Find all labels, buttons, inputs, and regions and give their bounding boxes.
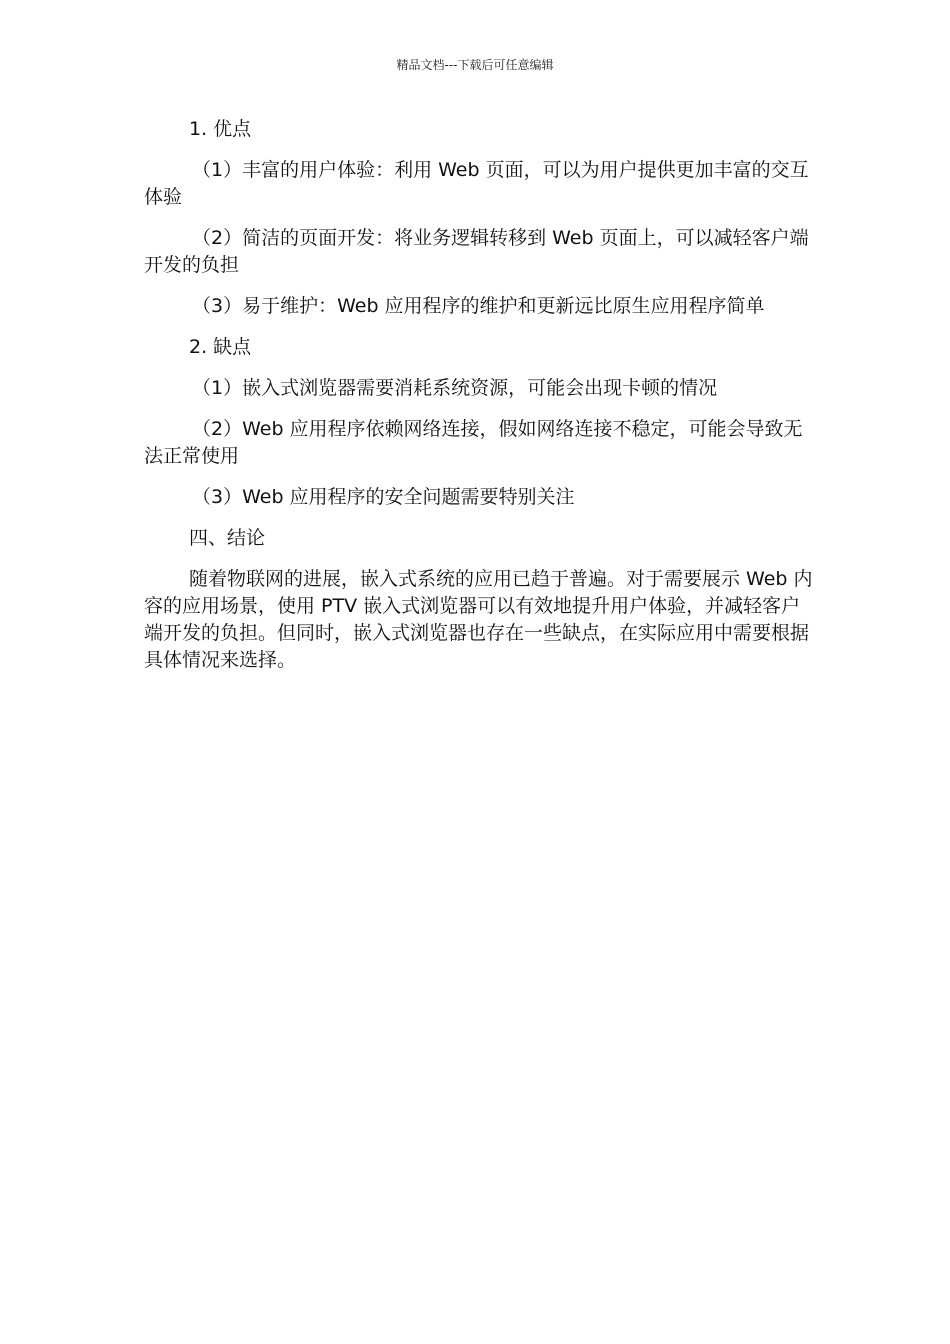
conclusion-paragraph: 随着物联网的进展，嵌入式系统的应用已趋于普遍。对于需要展示 Web 内容的应用场景，使用 PTV 嵌入式浏览器可以有效地提升用户体验，并减轻客户端开发的负担。但同时，嵌入式浏览器也存在一些缺点，在实际应用中需要根据具体情况来选择。	[144, 568, 813, 671]
section-heading-advantages: 1. 优点	[189, 118, 252, 140]
disadvantage-item-2: （2）Web 应用程序依赖网络连接，假如网络连接不稳定，可能会导致无法正常使用	[144, 418, 803, 467]
disadvantage-item-3: （3）Web 应用程序的安全问题需要特别关注	[192, 486, 575, 508]
page-header: 精品文档---下载后可任意编辑	[396, 58, 554, 72]
document-body	[144, 116, 816, 688]
advantage-item-1: （1）丰富的用户体验：利用 Web 页面，可以为用户提供更加丰富的交互体验	[144, 159, 809, 208]
advantage-item-2: （2）简洁的页面开发：将业务逻辑转移到 Web 页面上，可以减轻客户端开发的负担	[144, 227, 809, 276]
disadvantage-item-1: （1）嵌入式浏览器需要消耗系统资源，可能会出现卡顿的情况	[192, 377, 718, 399]
advantage-item-3: （3）易于维护：Web 应用程序的维护和更新远比原生应用程序简单	[192, 295, 765, 317]
section-heading-conclusion: 四、结论	[189, 527, 266, 549]
section-heading-disadvantages: 2. 缺点	[189, 336, 252, 358]
